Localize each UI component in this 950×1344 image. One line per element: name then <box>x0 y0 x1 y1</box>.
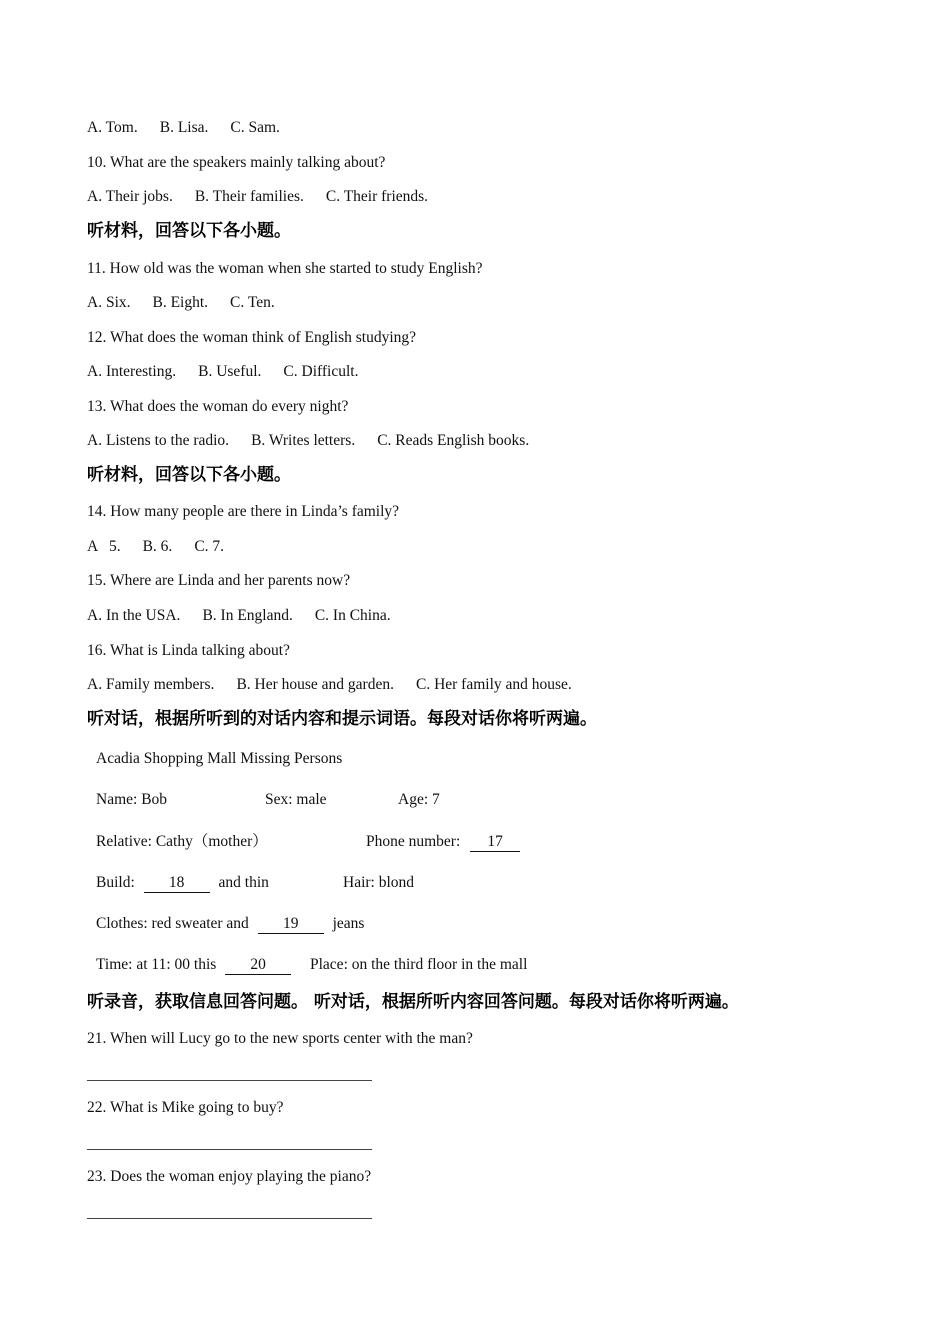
q15-option-a: A. In the USA. <box>87 607 181 624</box>
phone-label: Phone number: <box>366 833 461 850</box>
q11-option-a: A. Six. <box>87 294 131 311</box>
q10-question: 10. What are the speakers mainly talking about? <box>87 154 386 171</box>
q15-option-c: C. In China. <box>314 607 391 624</box>
q11-options <box>87 293 275 313</box>
form-name: Name: Bob <box>96 791 168 808</box>
q21-question: 21. When will Lucy go to the new sports center with the man? <box>87 1030 473 1047</box>
form-time <box>96 955 291 975</box>
q12-option-b: B. Useful. <box>198 363 262 380</box>
form-title: Acadia Shopping Mall Missing Persons <box>96 750 343 767</box>
blank-17[interactable]: 17 <box>470 833 520 852</box>
q14-options <box>87 537 224 557</box>
blank-18[interactable]: 18 <box>144 874 210 893</box>
q10-options <box>87 187 428 207</box>
form-hair: Hair: blond <box>343 874 415 891</box>
q16-options <box>87 675 572 695</box>
q16-question: 16. What is Linda talking about? <box>87 642 290 659</box>
form-clothes <box>96 914 364 934</box>
q12-option-c: C. Difficult. <box>283 363 359 380</box>
build-suffix: and thin <box>218 874 269 891</box>
section-heading-3: 听对话，根据所听到的对话内容和提示词语。每段对话你将听两遍。 <box>87 709 597 729</box>
form-place: Place: on the third floor in the mall <box>310 956 528 973</box>
q14-option-b: B. 6. <box>142 538 173 555</box>
form-relative: Relative: Cathy（mother） <box>96 833 268 850</box>
q9-option-b: B. Lisa. <box>159 119 209 136</box>
q11-question: 11. How old was the woman when she started to study English? <box>87 260 483 277</box>
q9-option-a: A. Tom. <box>87 119 138 136</box>
q13-options <box>87 431 529 451</box>
q15-option-b: B. In England. <box>202 607 293 624</box>
section-heading-2: 听材料，回答以下各小题。 <box>87 465 291 485</box>
q13-option-b: B. Writes letters. <box>251 432 356 449</box>
blank-19[interactable]: 19 <box>258 915 324 934</box>
q16-option-b: B. Her house and garden. <box>236 676 394 693</box>
section-heading-1: 听材料，回答以下各小题。 <box>87 221 291 241</box>
q11-option-c: C. Ten. <box>230 294 275 311</box>
form-sex: Sex: male <box>265 791 327 808</box>
form-build <box>96 873 269 893</box>
q13-question: 13. What does the woman do every night? <box>87 398 349 415</box>
q11-option-b: B. Eight. <box>152 294 209 311</box>
q12-question: 12. What does the woman think of English studying? <box>87 329 417 346</box>
q23-answer-line[interactable] <box>87 1218 372 1219</box>
time-label: Time: at 11: 00 this <box>96 956 217 973</box>
clothes-suffix: jeans <box>332 915 365 932</box>
q16-option-c: C. Her family and house. <box>415 676 572 693</box>
q10-option-b: B. Their families. <box>194 188 304 205</box>
form-phone <box>366 832 520 852</box>
q14-option-c: C. 7. <box>194 538 225 555</box>
q21-answer-line[interactable] <box>87 1080 372 1081</box>
q10-option-a: A. Their jobs. <box>87 188 173 205</box>
clothes-label: Clothes: red sweater and <box>96 915 249 932</box>
build-label: Build: <box>96 874 135 891</box>
q14-option-a: A 5. <box>87 538 121 555</box>
q15-question: 15. Where are Linda and her parents now? <box>87 572 351 589</box>
q9-option-c: C. Sam. <box>230 119 280 136</box>
q9-options <box>87 118 280 138</box>
blank-20[interactable]: 20 <box>225 956 291 975</box>
q10-option-c: C. Their friends. <box>325 188 429 205</box>
form-age: Age: 7 <box>398 791 440 808</box>
q13-option-a: A. Listens to the radio. <box>87 432 230 449</box>
q22-answer-line[interactable] <box>87 1149 372 1150</box>
q13-option-c: C. Reads English books. <box>377 432 530 449</box>
q15-options <box>87 606 391 626</box>
q12-option-a: A. Interesting. <box>87 363 177 380</box>
q22-question: 22. What is Mike going to buy? <box>87 1099 284 1116</box>
section-heading-4: 听录音，获取信息回答问题。 听对话，根据所听内容回答问题。每段对话你将听两遍。 <box>87 992 739 1012</box>
q23-question: 23. Does the woman enjoy playing the piano? <box>87 1168 372 1185</box>
q12-options <box>87 362 358 382</box>
q14-question: 14. How many people are there in Linda’s family? <box>87 503 400 520</box>
q16-option-a: A. Family members. <box>87 676 215 693</box>
